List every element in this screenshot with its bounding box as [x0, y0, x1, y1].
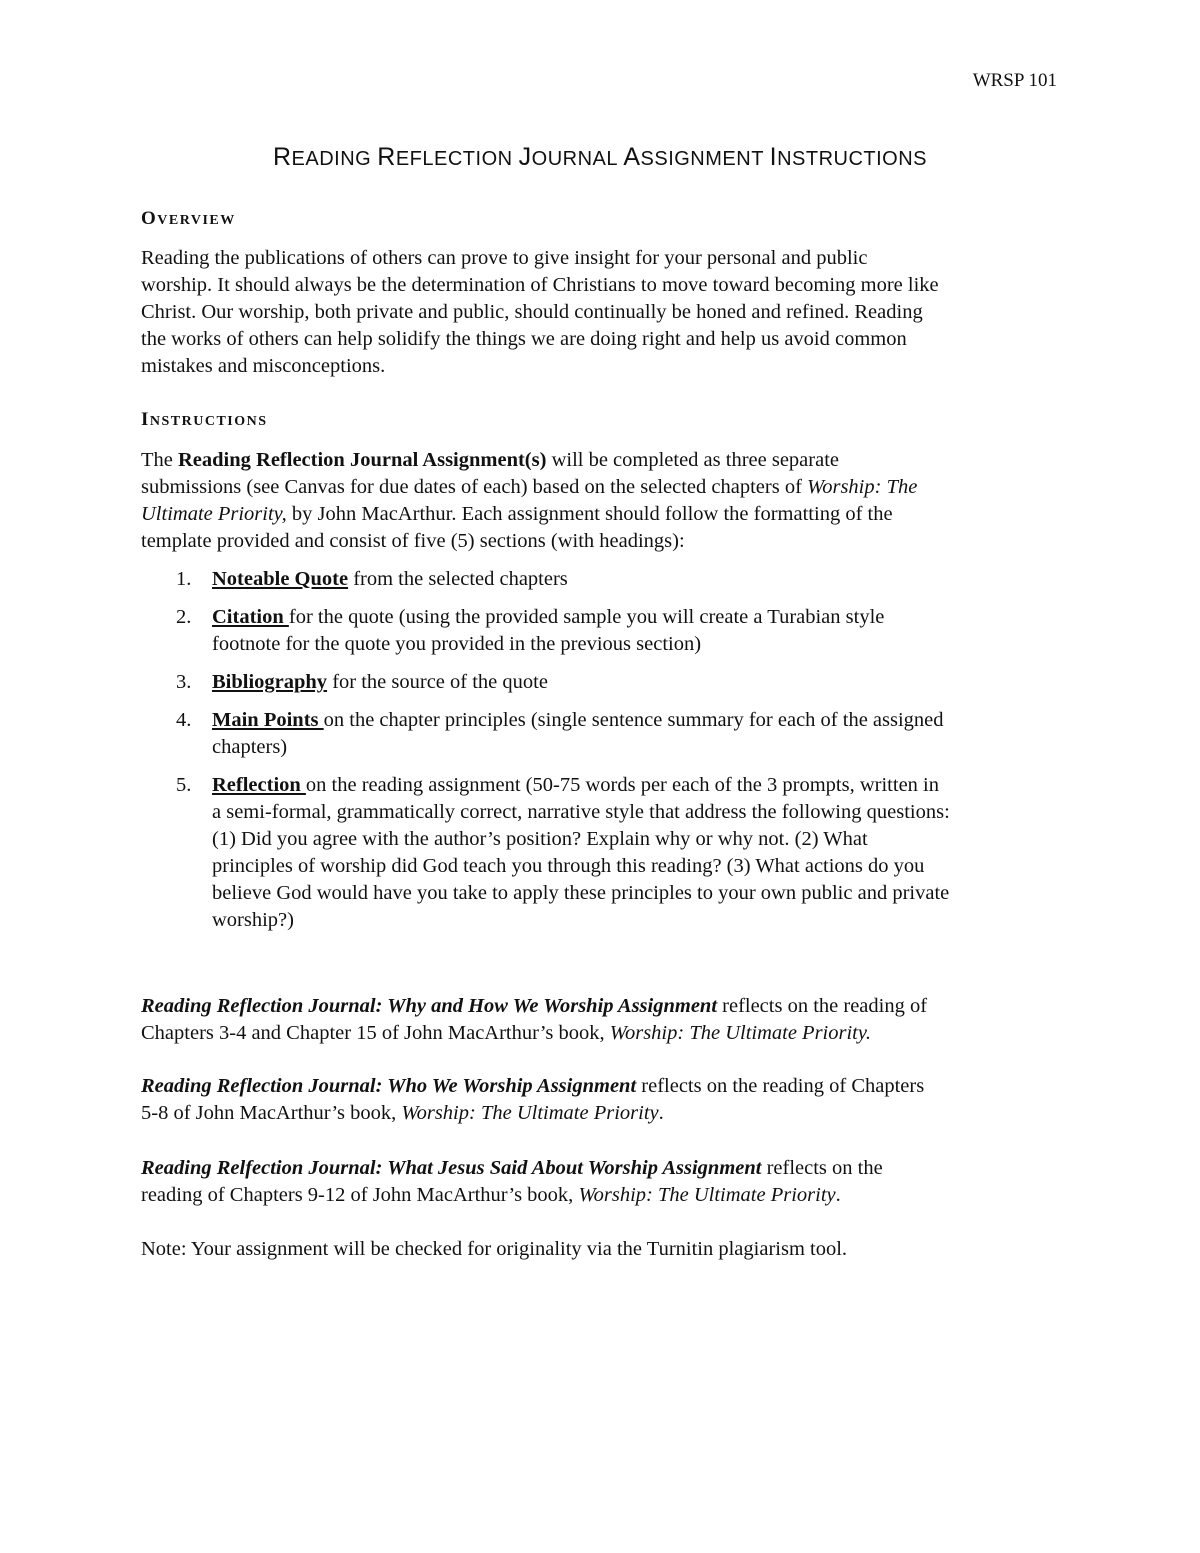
assignment-title: Reading Relfection Journal: What Jesus Said About Worship Assignment	[141, 1157, 762, 1179]
list-item: 2. Citation for the quote (using the provided sample you will create a Turabian style footnote for the quote you provided in the previous section)	[176, 606, 885, 655]
list-number: 1.	[176, 568, 192, 590]
list-item: 3. Bibliography for the source of the quote	[141, 669, 1061, 696]
title-word: SSIGNMENT	[640, 148, 764, 170]
title-cap: R	[377, 143, 396, 171]
paragraph-line: submissions (see Canvas for due dates of each) based on the selected chapters of Worship: The	[141, 476, 918, 498]
title-cap: A	[623, 143, 641, 171]
list-item: 1. Noteable Quote from the selected chapters	[141, 566, 1061, 593]
book-title: Worship: The Ultimate Priority	[401, 1102, 659, 1124]
assignment-name: Reading Reflection Journal Assignment(s)	[178, 449, 547, 471]
paragraph-line: Christ. Our worship, both private and public, should continually be honed and refined. Reading	[141, 301, 923, 323]
list-term: Reflection	[212, 774, 306, 796]
overview-section	[141, 205, 1061, 234]
title-word: EFLECTION	[395, 148, 513, 170]
book-title: Ultimate Priority,	[141, 503, 287, 525]
assignment-title: Reading Reflection Journal: Who We Worship Assignment	[141, 1075, 637, 1097]
assignment-title: Reading Reflection Journal: Why and How We Worship Assignment	[141, 995, 718, 1017]
list-number: 4.	[176, 709, 192, 731]
list-item: 5. Reflection on the reading assignment (50-75 words per each of the 3 prompts, written in a semi-formal, grammatically correct, narrative style that address the following questions: (1) Did you agree with the author’s position? Explain why or why not. (2) What principles of worship did God teach you through this reading? (3) What actions do you believe God would have you take to apply these principles to your own public and private worship?)	[176, 774, 950, 931]
title-word: OURNAL	[531, 148, 618, 170]
list-term: Main Points	[212, 709, 324, 731]
instructions-section	[141, 406, 1061, 435]
list-term: Citation	[212, 606, 289, 628]
overview-paragraph	[141, 245, 1061, 380]
title-cap: J	[518, 143, 532, 171]
overview-heading: OVERVIEW	[141, 208, 236, 229]
list-item: 4. Main Points on the chapter principles (single sentence summary for each of the assigned chapters)	[176, 709, 944, 758]
page-title	[0, 143, 1200, 172]
originality-note: Note: Your assignment will be checked for originality via the Turnitin plagiarism tool.	[141, 1238, 848, 1260]
title-word: EADING	[291, 148, 372, 170]
title-cap: I	[769, 143, 778, 171]
instructions-intro	[141, 447, 1061, 555]
list-number: 5.	[176, 774, 192, 796]
paragraph-line: Reading the publications of others can prove to give insight for your personal and public	[141, 247, 868, 269]
list-term: Noteable Quote	[212, 568, 349, 590]
instructions-heading: INSTRUCTIONS	[141, 409, 268, 430]
list-number: 3.	[176, 671, 192, 693]
book-title: Worship: The Ultimate Priority	[609, 1022, 866, 1044]
list-number: 2.	[176, 606, 192, 628]
assignment-description: Reading Relfection Journal: What Jesus Said About Worship Assignment reflects on the reading of Chapters 9-12 of John MacArthur’s book, Worship: The Ultimate Priority.	[141, 1157, 883, 1206]
assignment-description: Reading Reflection Journal: Who We Worship Assignment reflects on the reading of Chapters 5-8 of John MacArthur’s book, Worship: The Ultimate Priority.	[141, 1075, 925, 1124]
book-title: Worship: The Ultimate Priority	[578, 1184, 836, 1206]
paragraph-line: Ultimate Priority, by John MacArthur. Each assignment should follow the formatting of the	[141, 503, 893, 525]
course-code-header: WRSP 101	[972, 70, 1057, 91]
paragraph-line: mistakes and misconceptions.	[141, 355, 386, 377]
section-list	[141, 566, 1061, 945]
paragraph-line: worship. It should always be the determination of Christians to move toward becoming more like	[141, 274, 939, 296]
title-cap: R	[272, 143, 292, 171]
paragraph-line: The Reading Reflection Journal Assignment(s) will be completed as three separate	[141, 449, 840, 471]
paragraph-line: the works of others can help solidify the things we are doing right and help us avoid common	[141, 328, 907, 350]
title-word: NSTRUCTIONS	[777, 148, 928, 170]
assignment-description: Reading Reflection Journal: Why and How We Worship Assignment reflects on the reading of Chapters 3-4 and Chapter 15 of John MacArthur’s book, Worship: The Ultimate Priority.	[141, 995, 928, 1044]
list-term: Bibliography	[212, 671, 328, 693]
book-title: Worship: The	[807, 476, 918, 498]
paragraph-line: template provided and consist of five (5) sections (with headings):	[141, 530, 685, 552]
